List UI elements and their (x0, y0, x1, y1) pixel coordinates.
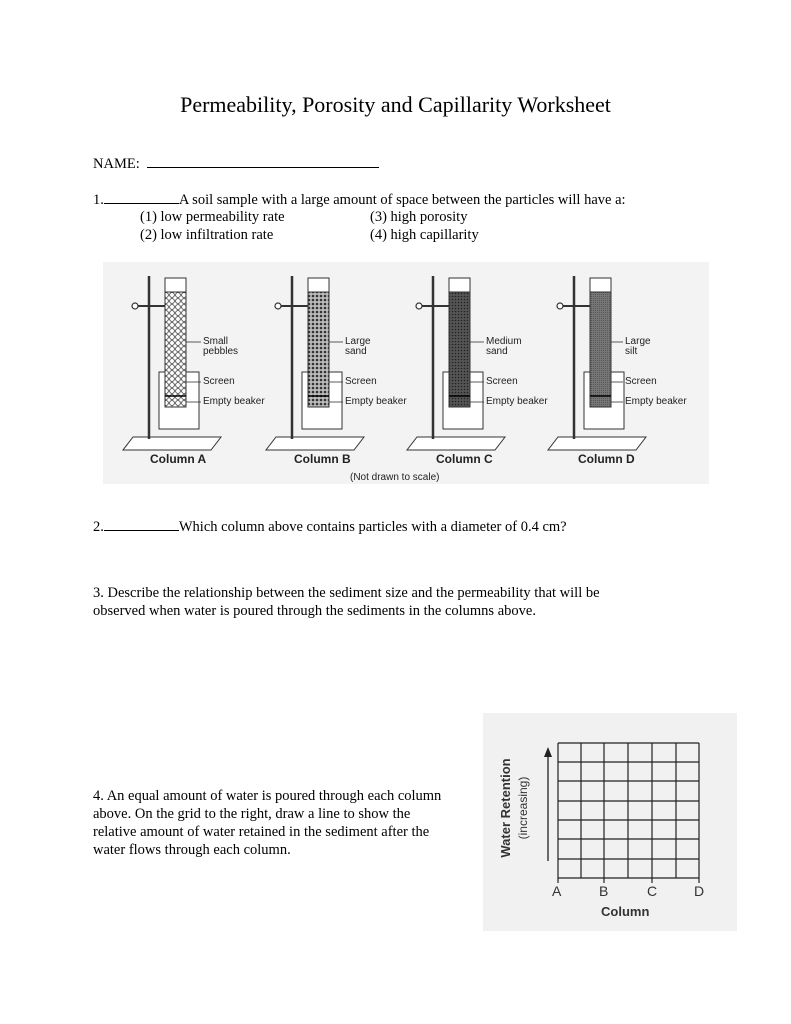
q1-option-1: (1) low permeability rate (140, 209, 285, 225)
col-c-beaker-label: Empty beaker (486, 396, 548, 407)
q1-number: 1. (93, 192, 104, 208)
grid-x-tick-c: C (647, 883, 658, 899)
q2-answer-blank[interactable] (104, 517, 179, 531)
name-row (93, 154, 379, 173)
q3-line-2: observed when water is poured through the sediments in the columns above. (93, 603, 536, 619)
col-b-name: Column B (294, 452, 351, 466)
col-b-screen-label: Screen (345, 376, 377, 387)
col-c-sediment-label: Medium sand (486, 336, 522, 357)
col-d-sediment-label: Large silt (625, 336, 651, 357)
q4-line-3: relative amount of water retained in the sediment after the (93, 824, 430, 840)
q2-number: 2. (93, 519, 104, 535)
q4-line-2: above. On the grid to the right, draw a line to show the (93, 806, 411, 822)
q1-answer-blank[interactable] (104, 190, 179, 204)
col-c-screen-label: Screen (486, 376, 518, 387)
col-a-beaker-label: Empty beaker (203, 396, 265, 407)
q4-line-1: 4. An equal amount of water is poured through each column (93, 788, 442, 804)
q4-line-4: water flows through each column. (93, 842, 291, 858)
grid-x-tick-b: B (599, 883, 609, 899)
grid-x-label: Column (601, 904, 650, 919)
col-b-sediment-label: Large sand (345, 336, 371, 357)
question-2 (93, 517, 567, 536)
col-c-name: Column C (436, 452, 493, 466)
q3-answer-area[interactable] (93, 625, 693, 705)
name-field[interactable] (147, 154, 379, 168)
grid-x-tick-a: A (552, 883, 562, 899)
grid-y-sublabel: (increasing) (516, 776, 530, 840)
q2-text: Which column above contains particles with a diameter of 0.4 cm? (178, 519, 567, 535)
page-title: Permeability, Porosity and Capillarity Worksheet (180, 92, 611, 117)
q1-option-2: (2) low infiltration rate (140, 227, 274, 243)
col-a-name: Column A (150, 452, 207, 466)
q1-option-4: (4) high capillarity (370, 227, 479, 243)
col-d-screen-label: Screen (625, 376, 657, 387)
q1-text: A soil sample with a large amount of space between the particles will have a: (178, 192, 626, 208)
col-d-name: Column D (578, 452, 635, 466)
sediment-columns-figure (103, 262, 709, 484)
name-label: NAME: (93, 156, 140, 172)
figure-note: (Not drawn to scale) (350, 472, 440, 483)
col-a-screen-label: Screen (203, 376, 235, 387)
col-d-beaker-label: Empty beaker (625, 396, 687, 407)
q3-line-1: 3. Describe the relationship between the sediment size and the permeability that will be (93, 585, 600, 601)
grid-x-tick-d: D (694, 883, 705, 899)
col-a-sediment-label: Small pebbles (203, 336, 239, 357)
question-1 (93, 190, 626, 209)
col-b-beaker-label: Empty beaker (345, 396, 407, 407)
grid-y-label: Water Retention (498, 758, 513, 858)
q1-option-3: (3) high porosity (370, 209, 468, 225)
